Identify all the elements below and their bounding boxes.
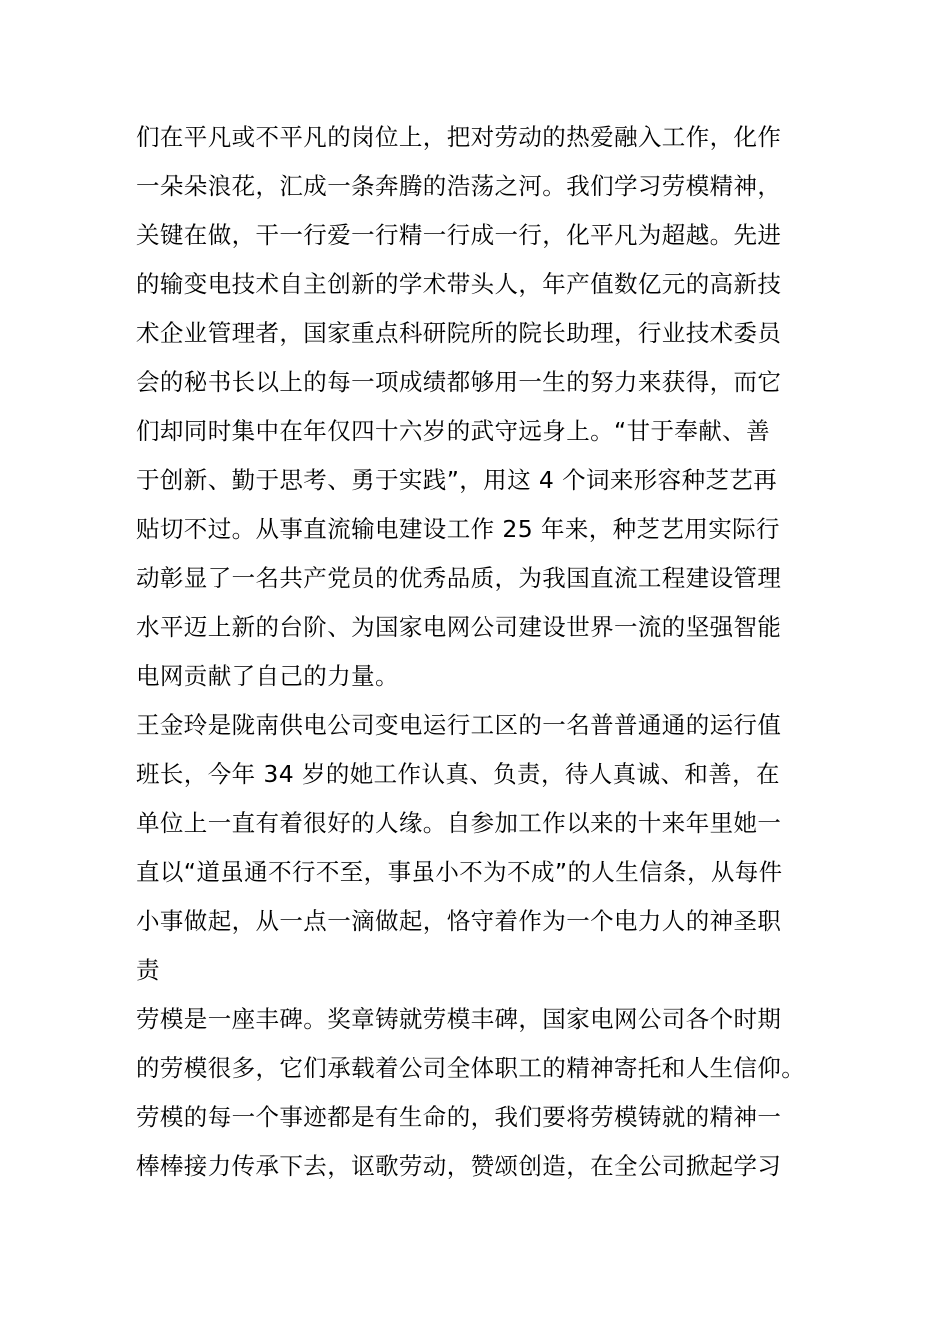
text-line: 小事做起，从一点一滴做起，恪守着作为一个电力人的神圣职	[136, 907, 782, 935]
text-line: 水平迈上新的台阶、为国家电网公司建设世界一流的坚强智能	[136, 613, 782, 641]
text-line: 王金玲是陇南供电公司变电运行工区的一名普普通通的运行值	[136, 711, 782, 739]
text-line: 关键在做，干一行爱一行精一行成一行，化平凡为超越。先进	[136, 221, 782, 249]
text-line: 们在平凡或不平凡的岗位上，把对劳动的热爱融入工作，化作	[136, 123, 782, 151]
text-line: 一朵朵浪花，汇成一条奔腾的浩荡之河。我们学习劳模精神，	[136, 172, 782, 200]
text-line: 于创新、勤于思考、勇于实践”，用这 4 个词来形容种芝艺再	[136, 466, 778, 494]
text-line: 单位上一直有着很好的人缘。自参加工作以来的十来年里她一	[136, 809, 782, 837]
text-line: 的输变电技术自主创新的学术带头人，年产值数亿元的高新技	[136, 270, 782, 298]
text-line: 们却同时集中在年仅四十六岁的武守远身上。“甘于奉献、善	[136, 417, 770, 445]
text-line: 劳模的每一个事迹都是有生命的，我们要将劳模铸就的精神一	[136, 1103, 782, 1131]
text-line: 直以“道虽通不行不至，事虽小不为不成”的人生信条，从每件	[136, 858, 783, 886]
text-line: 劳模是一座丰碑。奖章铸就劳模丰碑，国家电网公司各个时期	[136, 1005, 782, 1033]
text-line: 班长，今年 34 岁的她工作认真、负责，待人真诚、和善，在	[136, 760, 780, 788]
text-line: 责	[136, 956, 160, 984]
text-line: 术企业管理者，国家重点科研院所的院长助理，行业技术委员	[136, 319, 782, 347]
text-line: 贴切不过。从事直流输电建设工作 25 年来，种芝艺用实际行	[136, 515, 780, 543]
text-line: 动彰显了一名共产党员的优秀品质，为我国直流工程建设管理	[136, 564, 782, 592]
text-line: 会的秘书长以上的每一项成绩都够用一生的努力来获得，而它	[136, 368, 782, 396]
text-line: 电网贡献了自己的力量。	[136, 662, 399, 690]
body-text	[136, 113, 856, 1191]
text-line: 的劳模很多，它们承载着公司全体职工的精神寄托和人生信仰。	[136, 1054, 806, 1082]
text-line: 棒棒接力传承下去，讴歌劳动，赞颂创造，在全公司掀起学习	[136, 1152, 782, 1180]
